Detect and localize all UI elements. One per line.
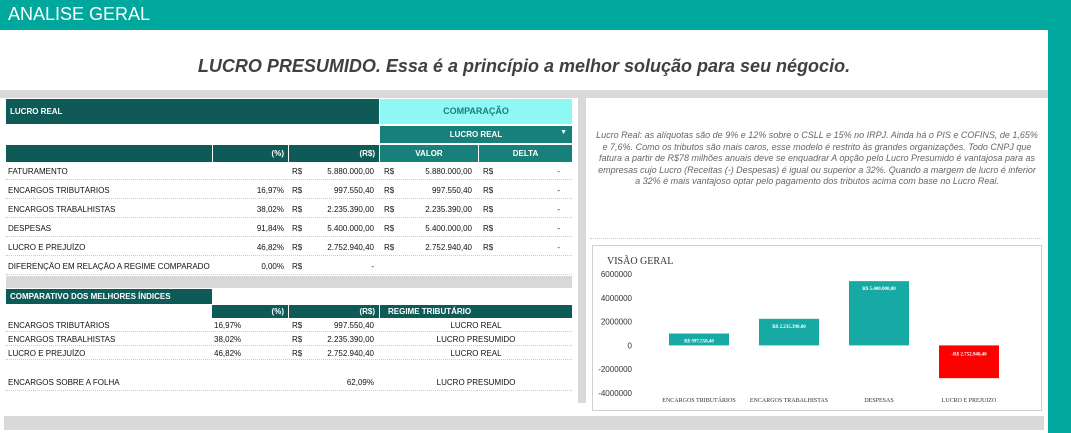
app-title: ANALISE GERAL bbox=[8, 4, 151, 24]
y-tick-label: -2000000 bbox=[598, 365, 632, 375]
row-currency: R$ bbox=[292, 167, 303, 176]
row-delta-currency: R$ bbox=[483, 205, 494, 214]
row-pct: 16,97% bbox=[256, 186, 284, 195]
best-table-title: COMPARATIVO DOS MELHORES ÍNDICES bbox=[6, 289, 212, 304]
row-delta: - bbox=[557, 186, 560, 195]
row-valor-currency: R$ bbox=[384, 205, 395, 214]
row-value: 5.880.000,00 bbox=[327, 167, 374, 176]
row-valor-currency: R$ bbox=[384, 167, 395, 176]
chevron-down-icon: ▼ bbox=[560, 129, 567, 136]
row-value: 5.400.000,00 bbox=[327, 224, 374, 233]
folha-regime: LUCRO PRESUMIDO bbox=[436, 378, 516, 387]
diff-pct: 0,00% bbox=[261, 262, 284, 271]
main-table-title: LUCRO REAL bbox=[6, 99, 379, 124]
best-row-regime: LUCRO REAL bbox=[450, 321, 502, 330]
row-label: ENCARGOS TRIBUTÁRIOS bbox=[8, 186, 110, 195]
best-row-currency: R$ bbox=[292, 349, 303, 358]
row-label: DESPESAS bbox=[8, 224, 52, 233]
row-value: 2.235.390,00 bbox=[327, 205, 374, 214]
best-row-value: 997.550,40 bbox=[333, 321, 374, 330]
row-label: ENCARGOS TRABALHISTAS bbox=[8, 205, 116, 214]
data-label: -R$ 2.752.940,40 bbox=[951, 352, 987, 358]
row-valor: 997.550,40 bbox=[431, 186, 472, 195]
col-delta-header: DELTA bbox=[479, 145, 572, 162]
data-label: R$ 5.400.000,00 bbox=[862, 287, 896, 293]
row-delta: - bbox=[557, 224, 560, 233]
comparison-header: COMPARAÇÃO bbox=[380, 99, 572, 124]
diff-currency: R$ bbox=[292, 262, 303, 271]
y-tick-label: -4000000 bbox=[598, 389, 632, 398]
main-table-row bbox=[6, 181, 572, 199]
row-currency: R$ bbox=[292, 205, 303, 214]
vertical-divider bbox=[578, 98, 586, 403]
best-col-pct-header: (%) bbox=[212, 305, 288, 318]
row-valor-currency: R$ bbox=[384, 186, 395, 195]
row-delta: - bbox=[557, 167, 560, 176]
main-table-row bbox=[6, 162, 572, 180]
best-table-row bbox=[6, 346, 572, 360]
row-valor-currency: R$ bbox=[384, 243, 395, 252]
row-currency: R$ bbox=[292, 243, 303, 252]
row-valor-currency: R$ bbox=[384, 224, 395, 233]
overview-chart bbox=[592, 245, 1042, 411]
main-table-row bbox=[6, 238, 572, 256]
row-delta-currency: R$ bbox=[483, 243, 494, 252]
x-tick-label: DESPESAS bbox=[864, 398, 894, 404]
best-row-value: 2.752.940,40 bbox=[327, 349, 374, 358]
row-valor: 5.400.000,00 bbox=[425, 224, 472, 233]
row-valor: 5.880.000,00 bbox=[425, 167, 472, 176]
row-valor: 2.235.390,00 bbox=[425, 205, 472, 214]
bottom-divider bbox=[4, 416, 1044, 430]
data-label: R$ 997.550,40 bbox=[684, 339, 714, 345]
col-rs-header: (R$) bbox=[288, 145, 379, 162]
best-row-regime: LUCRO REAL bbox=[450, 349, 502, 358]
regime-description: Lucro Real: as alíquotas são de 9% e 12% sobre o CSLL e 15% no IRPJ. Ainda há o PIS e COFINS, de 1,65% e 7,6%. Como os tributos são mais caros, esse modelo é restrito às grandes organizações. Todo CNPJ que fatura a partir de R$78 milhões anuais deve se enquadrar A opção pelo Lucro Presumido é vantajosa para as empresas cujo Lucro (Receitas (-) Despesas) é igual ou superior a 32%. Quando a margem de lucro é inferior a 32% é mais vantajoso optar pelo pagamento dos tributos acima com base no Lucro Real. bbox=[596, 130, 1038, 186]
best-row-currency: R$ bbox=[292, 335, 303, 344]
y-tick-label: 0 bbox=[627, 341, 632, 351]
row-currency: R$ bbox=[292, 186, 303, 195]
row-delta-currency: R$ bbox=[483, 167, 494, 176]
top-divider bbox=[0, 90, 1048, 98]
best-col-regime-header: REGIME TRIBUTÁRIO bbox=[380, 305, 572, 318]
best-row-label: LUCRO E PREJUÍZO bbox=[8, 349, 86, 358]
folha-pct: 62,09% bbox=[346, 378, 374, 387]
comparison-select[interactable]: LUCRO REAL ▼ bbox=[380, 126, 572, 143]
diff-value: - bbox=[371, 262, 374, 271]
best-row-label: ENCARGOS TRABALHISTAS bbox=[8, 335, 116, 344]
right-accent-bar bbox=[1048, 30, 1071, 433]
chart-bar bbox=[939, 345, 999, 378]
row-pct: 46,82% bbox=[256, 243, 284, 252]
row-delta: - bbox=[557, 243, 560, 252]
best-row-value: 2.235.390,00 bbox=[327, 335, 374, 344]
description-divider bbox=[590, 238, 1042, 239]
data-label: R$ 2.235.390,00 bbox=[772, 324, 806, 330]
row-pct: 38,02% bbox=[256, 205, 284, 214]
best-table-row bbox=[6, 318, 572, 332]
x-tick-label: ENCARGOS TRABALHISTAS bbox=[749, 398, 829, 404]
best-row-currency: R$ bbox=[292, 321, 303, 330]
row-delta-currency: R$ bbox=[483, 224, 494, 233]
app-title-bar bbox=[0, 0, 1071, 30]
x-tick-label: LUCRO E PREJUIZO bbox=[941, 398, 997, 404]
best-row-pct: 16,97% bbox=[214, 321, 242, 330]
y-tick-label: 6000000 bbox=[600, 270, 632, 279]
row-value: 2.752.940,40 bbox=[327, 243, 374, 252]
col-valor-header: VALOR bbox=[380, 145, 478, 162]
chart-bar bbox=[759, 319, 819, 346]
row-pct: 91,84% bbox=[256, 224, 284, 233]
row-label: LUCRO E PREJUÍZO bbox=[8, 243, 86, 252]
folha-row bbox=[6, 373, 572, 391]
folha-label: ENCARGOS SOBRE A FOLHA bbox=[8, 378, 120, 387]
best-row-regime: LUCRO PRESUMIDO bbox=[436, 335, 516, 344]
main-table-row bbox=[6, 219, 572, 237]
best-row-pct: 38,02% bbox=[214, 335, 242, 344]
row-value: 997.550,40 bbox=[333, 186, 374, 195]
best-row-label: ENCARGOS TRIBUTÁRIOS bbox=[8, 321, 110, 330]
x-tick-label: ENCARGOS TRIBUTÁRIOS bbox=[662, 398, 736, 404]
y-tick-label: 2000000 bbox=[600, 317, 632, 327]
row-valor: 2.752.940,40 bbox=[425, 243, 472, 252]
row-label: FATURAMENTO bbox=[8, 167, 68, 176]
row-currency: R$ bbox=[292, 224, 303, 233]
y-tick-label: 4000000 bbox=[600, 293, 632, 303]
main-table-footer-strip bbox=[6, 276, 572, 288]
col-pct-header: (%) bbox=[212, 145, 288, 162]
main-table-row bbox=[6, 200, 572, 218]
diff-label: DIFERENÇÃO EM RELAÇÃO A REGIME COMPARADO bbox=[8, 262, 210, 271]
row-delta-currency: R$ bbox=[483, 186, 494, 195]
row-delta: - bbox=[557, 205, 560, 214]
best-col-rs-header: (R$) bbox=[288, 305, 379, 318]
diff-row bbox=[6, 257, 572, 275]
best-row-pct: 46,82% bbox=[214, 349, 242, 358]
page-headline: LUCRO PRESUMIDO. Essa é a princípio a melhor solução para seu négocio. bbox=[197, 56, 851, 76]
chart-title: VISÃO GERAL bbox=[607, 256, 674, 267]
best-table-row bbox=[6, 332, 572, 346]
